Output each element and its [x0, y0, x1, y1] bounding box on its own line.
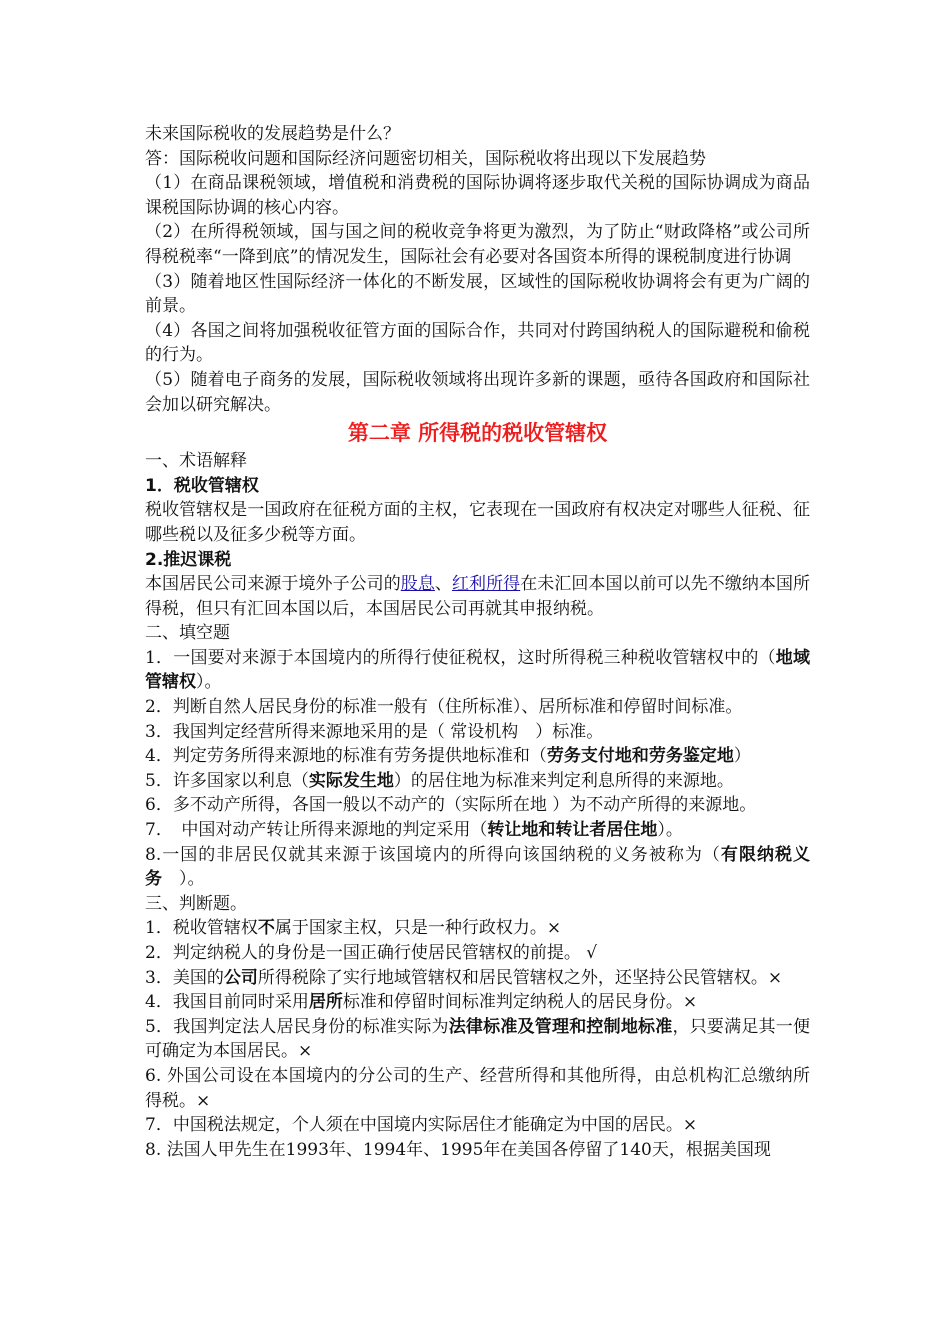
- text-run: ）。: [657, 820, 683, 841]
- answer-text: 有限纳税义务: [145, 844, 811, 890]
- chapter-title: 第二章 所得税的税收管辖权: [347, 421, 608, 446]
- fill-question: 3．我国判定经营所得来源地采用的是（ 常设机构 ）标准。: [145, 721, 604, 742]
- judge-question: 2．判定纳税人的身份是一国正确行使居民管辖权的前提。 √: [145, 943, 598, 963]
- judge-question: 6. 外国公司设在本国境内的分公司的生产、经营所得和其他所得，由总机构汇总缴纳所得税。×: [145, 1065, 810, 1111]
- judge-question: [145, 990, 810, 1015]
- fill-question: 2．判断自然人居民身份的标准一般有（住所标准）、居所标准和停留时间标准。: [145, 697, 743, 718]
- text-run: 、: [434, 574, 452, 595]
- fill-question: 6．多不动产所得，各国一般以不动产的（实际所在地 ）为不动产所得的来源地。: [145, 795, 757, 816]
- judge-question: [145, 916, 810, 941]
- emphasis-text: 不: [257, 918, 275, 939]
- emphasis-text: 法律标准及管理和控制地标准: [448, 1016, 673, 1037]
- intro-point: （3）随着地区性国际经济一体化的不断发展，区域性的国际税收协调将会有更为广阔的前景。: [145, 271, 810, 317]
- text-run: 1．税收管辖权: [145, 918, 258, 939]
- judge-question: [145, 966, 810, 991]
- emphasis-text: 居所: [308, 992, 343, 1013]
- fill-question: [145, 646, 810, 695]
- text-run: ）。: [196, 672, 222, 693]
- text-run: 4．我国目前同时采用: [145, 992, 309, 1013]
- term-title: 1．税收管辖权: [145, 475, 259, 496]
- emphasis-text: 公司: [223, 967, 258, 988]
- text-run: 8.一国的非居民仅就其来源于该国境内的所得向该国纳税的义务被称为（: [145, 844, 721, 865]
- text-run: 属于国家主权，只是一种行政权力。×: [274, 918, 562, 939]
- term-title: 2.推迟课税: [145, 549, 232, 570]
- text-run: 5．我国判定法人居民身份的标准实际为: [145, 1016, 449, 1037]
- text-run: ）的居住地为标准来判定利息所得的来源地。: [393, 770, 734, 791]
- text-run: 7． 中国对动产转让所得来源地的判定采用（: [145, 820, 488, 841]
- intro-point: （2）在所得税领域，国与国之间的税收竞争将更为激烈，为了防止“财政降格”或公司所得税税率“一降到底”的情况发生，国际社会有必要对各国资本所得的课税制度进行协调: [145, 222, 810, 267]
- text-run: 标准和停留时间标准判定纳税人的居民身份。×: [342, 992, 698, 1013]
- dividend-link[interactable]: 股息: [400, 574, 435, 595]
- intro-point: （5）随着电子商务的发展，国际税收领域将出现许多新的课题，亟待各国政府和国际社会加以研究解决。: [145, 369, 810, 415]
- text-run: 5．许多国家以利息（: [145, 770, 309, 791]
- term-definition: 税收管辖权是一国政府在征税方面的主权，它表现在一国政府有权决定对哪些人征税、征哪些税以及征多少税等方面。: [145, 500, 810, 545]
- text-run: ）: [733, 746, 751, 767]
- fill-question: [145, 769, 810, 794]
- term-definition: [145, 572, 810, 621]
- text-run: 1．一国要对来源于本国境内的所得行使征税权，这时所得税三种税收管辖权中的（: [145, 647, 776, 668]
- text-run: 3．美国的: [145, 967, 224, 988]
- intro-point: （1）在商品课税领域，增值税和消费税的国际协调将逐步取代关税的国际协调成为商品课税国际协调的核心内容。: [145, 173, 810, 218]
- section-heading-fill: 二、填空题: [145, 623, 230, 644]
- answer-text: 转让地和转让者居住地: [487, 820, 658, 841]
- intro-answer: 答：国际税收问题和国际经济问题密切相关，国际税收将出现以下发展趋势: [145, 148, 706, 169]
- text-run: 本国居民公司来源于境外子公司的: [145, 574, 401, 595]
- text-run: ）。: [162, 869, 205, 890]
- answer-text: 劳务支付地和劳务鉴定地: [546, 746, 734, 767]
- section-heading-terms: 一、术语解释: [145, 451, 247, 472]
- text-run: 4．判定劳务所得来源地的标准有劳务提供地标准和（: [145, 746, 547, 767]
- judge-question: [145, 1015, 810, 1064]
- section-heading-judge: 三、判断题。: [145, 893, 247, 914]
- text-run: 所得税除了实行地域管辖权和居民管辖权之外，还坚持公民管辖权。×: [257, 967, 783, 988]
- fill-question: [145, 744, 810, 769]
- fill-question: [145, 843, 810, 892]
- text-run: ，只要满足其一便可确定为本国居民。×: [145, 1016, 810, 1062]
- fill-question: [145, 818, 810, 843]
- answer-text: 地域管辖权: [145, 647, 810, 693]
- bonus-income-link[interactable]: 红利所得: [451, 574, 521, 595]
- judge-question: 8. 法国人甲先生在1993年、1994年、1995年在美国各停留了140天，根据美国现: [145, 1139, 771, 1160]
- text-run: 在未汇回本国以前可以先不缴纳本国所得税，但只有汇回本国以后，本国居民公司再就其申报纳税。: [145, 574, 811, 619]
- answer-text: 实际发生地: [308, 770, 394, 791]
- intro-question: 未来国际税收的发展趋势是什么？: [145, 124, 400, 144]
- document-page: [145, 122, 810, 1162]
- intro-point: （4）各国之间将加强税收征管方面的国际合作，共同对付跨国纳税人的国际避税和偷税的行为。: [145, 320, 810, 366]
- judge-question: 7．中国税法规定，个人须在中国境内实际居住才能确定为中国的居民。×: [145, 1115, 698, 1136]
